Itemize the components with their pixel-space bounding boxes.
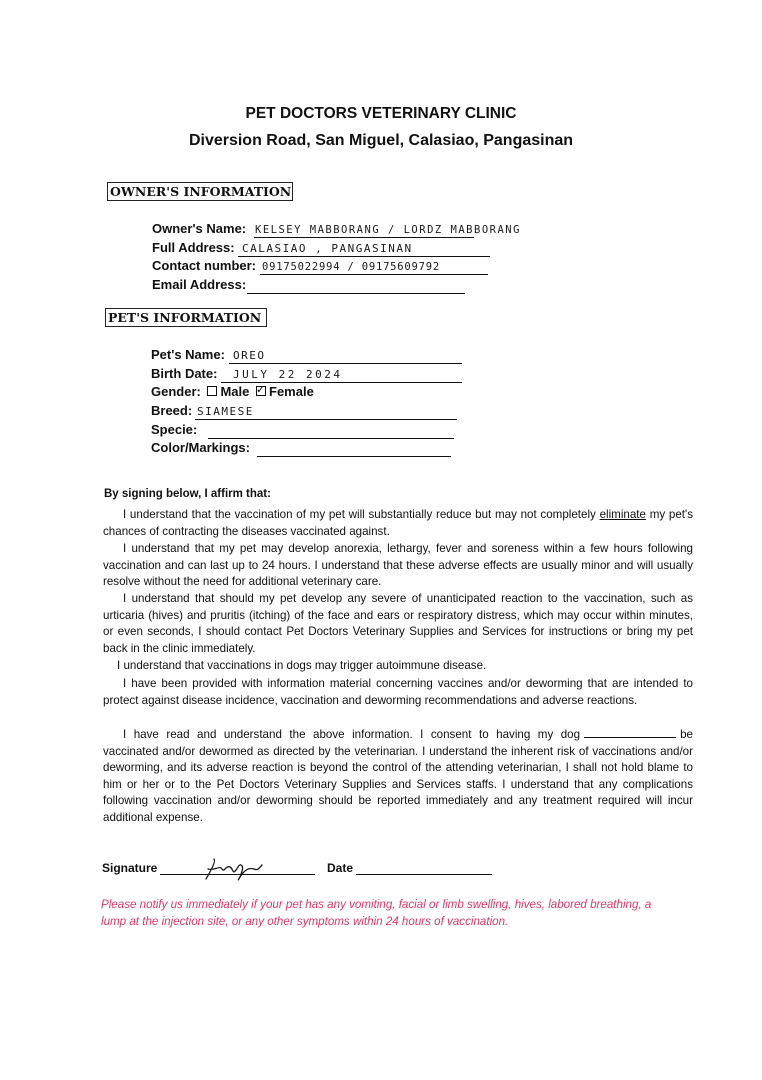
email-address-field[interactable]: [152, 276, 472, 294]
specie-line: [208, 421, 454, 439]
pet-name-field[interactable]: [151, 346, 471, 364]
color-markings-field[interactable]: [151, 439, 471, 457]
female-label: Female: [269, 384, 314, 399]
gender-field[interactable]: [151, 383, 317, 401]
pet-name-label: Pet's Name:: [151, 347, 225, 362]
birth-date-value: JULY 22 2024: [233, 368, 343, 381]
specie-label: Specie:: [151, 422, 198, 437]
eliminate-underlined: eliminate: [599, 508, 646, 521]
consent-paragraph-1: I understand that the vaccination of my pet will substantially reduce but may not completely eliminate my pet's chances of contracting the diseases vaccinated against.: [103, 508, 693, 538]
clinic-address: Diversion Road, San Miguel, Calasiao, Pangasinan: [188, 132, 574, 149]
birth-date-field[interactable]: [151, 365, 471, 383]
contact-number-label: Contact number:: [152, 258, 256, 273]
clinic-name: PET DOCTORS VETERINARY CLINIC: [245, 105, 517, 122]
gender-label: Gender:: [151, 384, 201, 399]
female-checkbox[interactable]: [256, 386, 266, 396]
notice-text: Please notify us immediately if your pet has any vomiting, facial or limb swelling, hives, labored breathing, a lump at the injection site, or any other symptoms within 24 hours of vaccination.: [101, 898, 652, 928]
color-markings-label: Color/Markings:: [151, 440, 250, 455]
date-label: Date: [327, 861, 354, 875]
full-address-value: CALASIAO , PANGASINAN: [242, 242, 413, 255]
male-checkbox[interactable]: [207, 386, 217, 396]
full-address-label: Full Address:: [152, 240, 235, 255]
contact-number-field[interactable]: [152, 257, 492, 275]
owner-name-label: Owner's Name:: [152, 221, 247, 236]
owner-name-field[interactable]: [152, 220, 612, 238]
male-label: Male: [220, 384, 250, 399]
consent-paragraph-5: I have been provided with information material concerning vaccines and/or deworming that are intended to protect against disease incidence, vaccination and deworming recommendations and adverse reactions.: [103, 677, 693, 707]
breed-field[interactable]: [151, 402, 471, 420]
handwritten-signature: [200, 855, 270, 885]
full-address-field[interactable]: [152, 239, 492, 257]
consent-paragraph-6: I have read and understand the above information. I consent to having my dog be vaccinated and/or dewormed as directed by the veterinarian. I understand the inherent risk of vaccinations and/or deworming, and its adverse reaction is beyond the control of the attending veterinarian, I shall not hold blame to him or her or to the Pet Doctors Veterinary Supplies and Services staffs. I understand that any complications following vaccination and/or deworming should be reported immediately and any treatment required will incur additional expense.: [103, 728, 693, 824]
breed-label: Breed:: [151, 403, 193, 418]
date-line[interactable]: [356, 860, 492, 875]
dog-name-blank[interactable]: [584, 726, 676, 738]
consent-paragraph-4: I understand that vaccinations in dogs may trigger autoimmune disease.: [117, 659, 487, 672]
specie-field[interactable]: [151, 421, 471, 439]
check-mark-icon: ✓: [256, 384, 266, 396]
signature-label: Signature: [102, 861, 158, 875]
owner-section-title: OWNER'S INFORMATION: [107, 182, 293, 201]
consent-paragraph-2: I understand that my pet may develop anorexia, lethargy, fever and soreness within a few hours following vaccination and can last up to 24 hours. I understand that these adverse effects are usually minor and will usually resolve without the need for additional veterinary care.: [103, 542, 693, 589]
consent-paragraph-3: I understand that should my pet develop any severe of unanticipated reaction to the vaccination, such as urticaria (hives) and pruritis (itching) of the face and ears or respiratory distress, which may occur within minutes, or even seconds, I should contact Pet Doctors Veterinary Supplies and Services for instructions or bring my pet back in the clinic immediately.: [103, 592, 693, 655]
owner-name-value: KELSEY MABBORANG / LORDZ MABBORANG: [255, 224, 521, 236]
birth-date-label: Birth Date:: [151, 366, 218, 381]
color-markings-line: [257, 439, 451, 457]
affirm-heading: By signing below, I affirm that:: [104, 488, 271, 500]
email-address-label: Email Address:: [152, 277, 247, 292]
pet-name-value: OREO: [233, 349, 266, 362]
pet-section-title: PET'S INFORMATION: [105, 308, 267, 327]
email-address-line: [247, 276, 465, 294]
contact-number-value: 09175022994 / 09175609792: [262, 261, 441, 273]
breed-value: SIAMESE: [197, 405, 254, 418]
